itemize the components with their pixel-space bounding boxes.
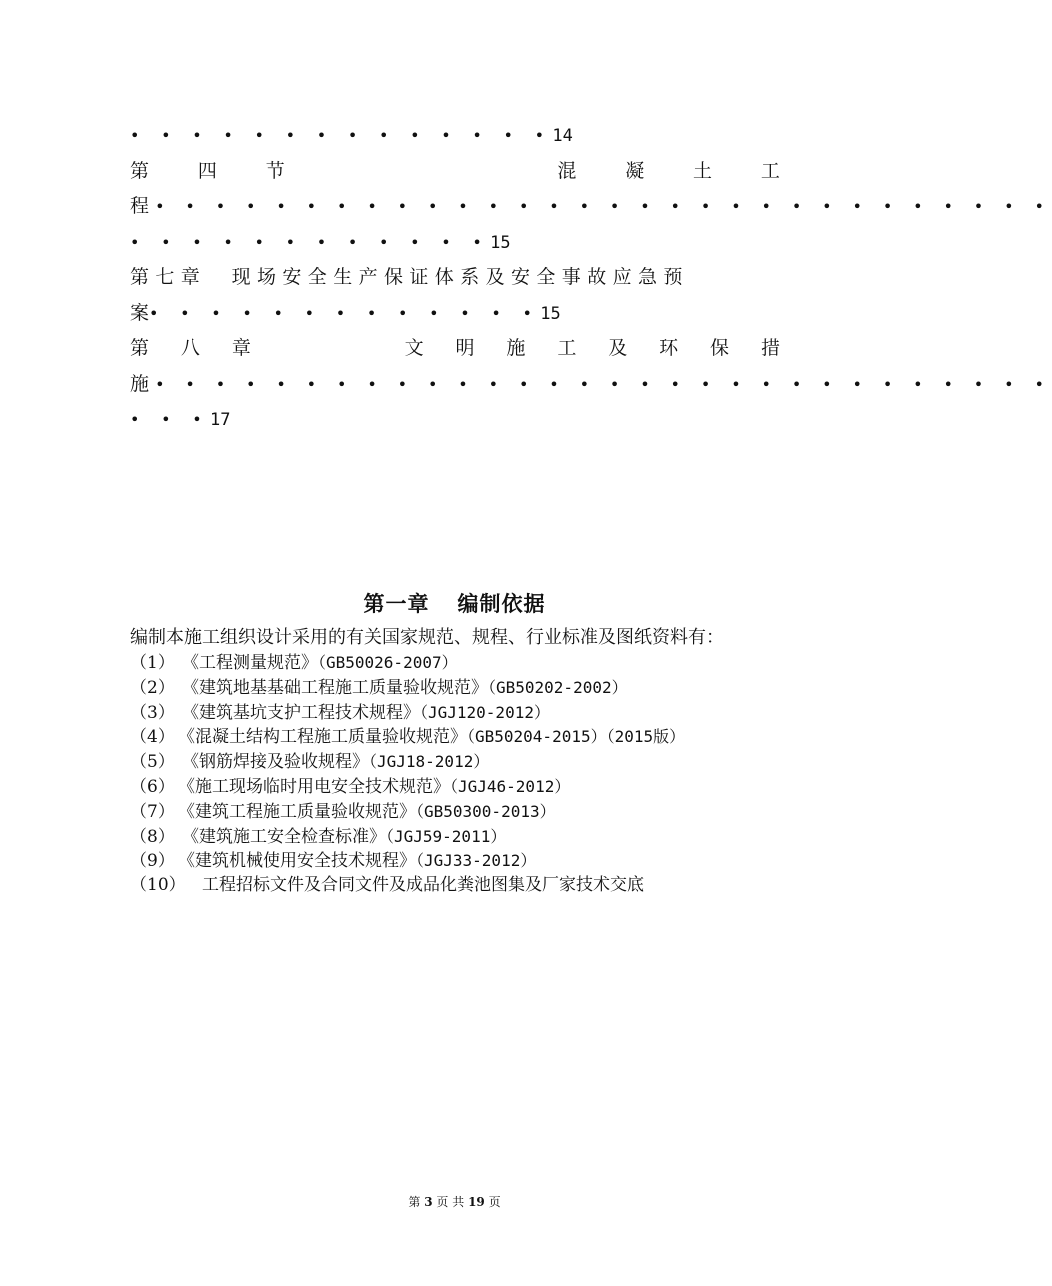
toc-cont-label: 程 [130,195,150,217]
toc-char: 及 [608,337,628,359]
footer-total-pages: 19 [468,1195,485,1209]
reference-item [130,775,790,800]
reference-code: （GB50204-2015）（2015版） [467,727,686,747]
toc-char: 章 [231,337,251,359]
reference-name: 《施工现场临时用电安全技术规范》 [178,776,450,797]
chapter-body [130,624,790,898]
toc-entry-chapter8-page [130,402,780,438]
reference-code: （JGJ59-2011） [386,826,507,846]
reference-name: 《建筑基坑支护工程技术规程》 [182,702,420,723]
reference-name: 《钢筋焊接及验收规程》 [182,752,369,773]
reference-code: （GB50202-2002） [488,677,628,697]
reference-number: （8） [130,826,175,847]
reference-number: （7） [130,801,175,822]
chapter-number: 第一章 [363,592,430,616]
table-of-contents [130,118,1052,438]
toc-char: 保 [710,337,730,359]
toc-page-number: 14 [552,126,573,146]
footer-middle: 页 共 [436,1195,465,1209]
toc-page-number: 15 [490,232,511,253]
toc-page-number: 15 [540,303,561,324]
reference-item [130,651,790,676]
reference-code: （JGJ18-2012） [369,752,490,772]
reference-name: 工程招标文件及合同文件及成品化粪池图集及厂家技术交底 [202,875,644,896]
toc-entry-chapter8-cont [130,367,1052,403]
reference-number: （3） [130,702,175,723]
toc-leader-dots: • • • • • • • • • • • • • [149,303,541,323]
toc-char: 文 [404,337,424,359]
reference-number: （4） [130,727,175,748]
toc-chapter7-title: 第七章 现场安全生产保证体系及安全事故应急预 [130,266,689,288]
page-footer [0,1193,909,1210]
toc-leader-dots: • • • • • • • • • • • • [130,232,491,252]
toc-page-number: 17 [209,410,231,430]
reference-code: （GB50300-2013） [416,801,556,821]
toc-cont-label: 案 [130,301,150,324]
reference-item [130,750,790,775]
reference-number: （9） [130,851,175,872]
toc-char: 四 [197,159,217,182]
toc-entry-section4[interactable] [130,154,780,190]
toc-leader-dots: • • • • • • • • • • • • • • • • • • • • • • • • • • • • • • [155,374,1052,394]
reference-item [130,874,790,898]
reference-item [130,849,790,874]
toc-line-leaders-14 [130,118,780,154]
reference-name: 《建筑工程施工质量验收规范》 [178,801,416,822]
toc-char: 凝 [625,159,645,182]
toc-char: 工 [557,337,577,359]
reference-number: （10） [130,875,186,896]
reference-number: （1） [130,653,175,673]
toc-cont-label: 施 [130,372,150,395]
intro-paragraph: 编制本施工组织设计采用的有关国家规范、规程、行业标准及图纸资料有： [130,627,724,648]
reference-code: （JGJ46-2012） [450,776,571,796]
toc-char: 工 [760,159,780,182]
reference-name: 《建筑施工安全检查标准》 [182,826,386,847]
toc-leader-dots: • • • • • • • • • • • • • • • • • • • • • • • • • • • • • • [155,197,1052,216]
toc-char: 八 [180,337,200,359]
reference-name: 《混凝土结构工程施工质量验收规范》 [178,727,467,748]
reference-name: 《工程测量规范》 [182,653,318,673]
reference-item [130,725,790,750]
toc-entry-section4-cont [130,189,1052,225]
reference-item [130,676,790,701]
chapter-name: 编制依据 [457,592,546,616]
toc-char: 措 [760,337,780,359]
toc-char: 施 [506,337,526,359]
reference-code: （GB50026-2007） [318,653,458,672]
toc-char: 节 [265,159,285,182]
reference-item [130,800,790,825]
footer-prefix: 第 [408,1195,421,1209]
toc-entry-chapter8[interactable] [130,331,780,367]
reference-name: 《建筑地基基础工程施工质量验收规范》 [182,677,488,698]
toc-leader-dots: • • • • • • • • • • • • • • [130,126,553,145]
footer-suffix: 页 [488,1195,501,1209]
reference-item [130,825,790,850]
footer-current-page: 3 [424,1195,433,1209]
reference-number: （5） [130,752,175,773]
reference-number: （6） [130,776,175,797]
toc-char: 第 [130,159,150,182]
toc-char: 第 [130,337,150,359]
chapter-title [0,588,909,618]
toc-char: 混 [557,159,577,182]
toc-entry-chapter7[interactable] [130,260,780,296]
reference-code: （JGJ120-2012） [420,702,550,722]
toc-char: 环 [659,337,679,359]
toc-entry-section4-page [130,225,780,261]
reference-number: （2） [130,677,175,698]
reference-name: 《建筑机械使用安全技术规程》 [178,851,416,872]
reference-code: （JGJ33-2012） [416,851,537,871]
toc-entry-chapter7-cont [130,296,780,332]
toc-char: 土 [693,159,713,182]
toc-leader-dots: • • • [130,410,210,429]
toc-char: 明 [455,337,475,359]
reference-item [130,701,790,726]
